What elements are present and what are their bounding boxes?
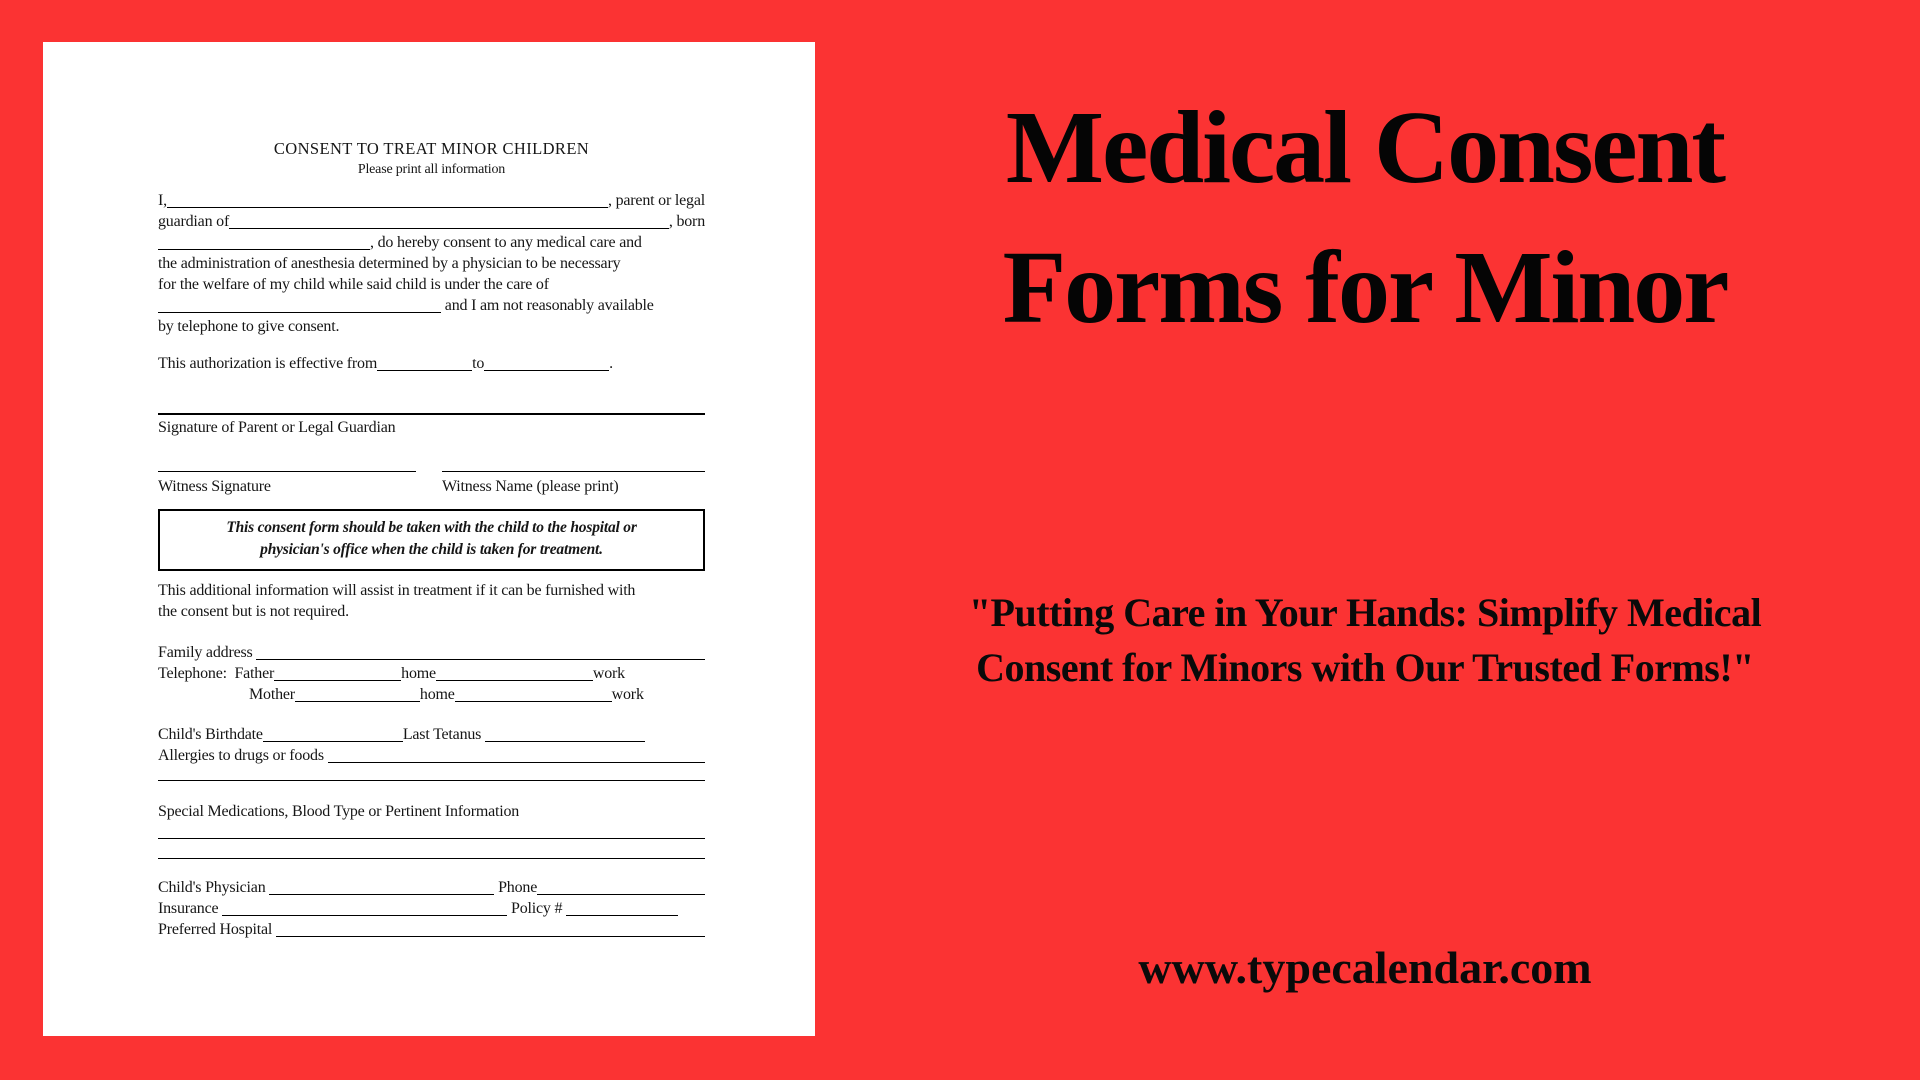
blank-field xyxy=(455,697,612,702)
form-text: Special Medications, Blood Type or Pertinent Information xyxy=(158,803,520,820)
form-text: . xyxy=(609,355,613,372)
blank-field xyxy=(222,911,507,916)
blank-field xyxy=(566,911,678,916)
blank-field xyxy=(158,308,441,313)
flyer-tagline-line2: Consent for Minors with Our Trusted Forms!" xyxy=(976,645,1754,690)
blank-field xyxy=(377,366,472,371)
form-line xyxy=(158,232,705,253)
form-text: home xyxy=(401,665,436,682)
form-text: the administration of anesthesia determined by a physician to be necessary xyxy=(158,255,621,272)
spacer xyxy=(158,705,705,724)
blank-field xyxy=(537,890,705,895)
form-text: This authorization is effective from xyxy=(158,355,378,372)
spacer xyxy=(158,766,705,780)
form-text: Mother xyxy=(249,686,295,703)
flyer-heading-line2: Forms for Minor xyxy=(1002,230,1728,345)
form-line xyxy=(158,801,705,822)
form-line xyxy=(158,274,705,295)
form-text: Phone xyxy=(494,879,538,896)
witness-row xyxy=(158,471,705,497)
flyer-heading-line1: Medical Consent xyxy=(1005,90,1725,205)
spacer xyxy=(158,859,705,877)
form-line xyxy=(158,745,705,766)
form-text: Preferred Hospital xyxy=(158,921,276,938)
form-text: Child's Physician xyxy=(158,879,270,896)
form-line xyxy=(158,353,705,374)
flyer-tagline xyxy=(845,585,1885,695)
form-text: Allergies to drugs or foods xyxy=(158,747,328,764)
spacer xyxy=(158,374,705,413)
blank-field xyxy=(485,737,645,742)
blank-field xyxy=(436,676,593,681)
blank-field xyxy=(328,758,705,763)
witness-field-label: Witness Signature xyxy=(158,471,416,497)
spacer xyxy=(158,571,705,580)
form-text: , born xyxy=(668,213,705,230)
spacer xyxy=(158,622,705,642)
form-text: Policy # xyxy=(507,900,567,917)
form-line xyxy=(158,642,705,663)
form-text: guardian of xyxy=(158,213,230,230)
blank-field xyxy=(295,697,420,702)
blank-field xyxy=(263,737,403,742)
form-text: , parent or legal xyxy=(608,192,705,209)
form-text: the consent but is not required. xyxy=(158,603,349,620)
blank-field xyxy=(256,655,705,660)
form-line xyxy=(158,211,705,232)
form-line xyxy=(158,190,705,211)
spacer xyxy=(158,822,705,838)
form-text: to xyxy=(472,355,485,372)
form-line xyxy=(158,580,705,601)
blank-field xyxy=(484,366,609,371)
website-url: www.typecalendar.com xyxy=(1138,942,1592,993)
notice-box xyxy=(158,509,705,571)
notice-line: This consent form should be taken with the child to the hospital or xyxy=(226,519,637,536)
form-text: This additional information will assist in treatment if it can be furnished with xyxy=(158,582,636,599)
flyer-tagline-line1: "Putting Care in Your Hands: Simplify Medical xyxy=(968,590,1762,635)
form-text: Last Tetanus xyxy=(402,726,486,743)
form-text: home xyxy=(419,686,455,703)
form-text: Insurance xyxy=(158,900,223,917)
form-line xyxy=(158,253,705,274)
form-title: CONSENT TO TREAT MINOR CHILDREN xyxy=(273,139,590,158)
spacer xyxy=(158,438,705,471)
blank-field xyxy=(229,224,669,229)
spacer xyxy=(158,839,705,858)
flyer-heading xyxy=(820,78,1910,358)
blank-field xyxy=(167,203,608,208)
notice-line: physician's office when the child is taken for treatment. xyxy=(260,541,603,558)
form-line xyxy=(158,316,705,337)
form-text: Child's Birthdate xyxy=(158,726,263,743)
form-text: work xyxy=(611,686,644,703)
form-text: Family address xyxy=(158,644,257,661)
consent-form-page xyxy=(43,42,815,1036)
form-line xyxy=(158,684,705,705)
form-text: I, xyxy=(158,192,167,209)
blank-field xyxy=(269,890,494,895)
form-text: work xyxy=(592,665,625,682)
form-text: Telephone: Father xyxy=(158,665,275,682)
form-text: , do hereby consent to any medical care and xyxy=(370,234,642,251)
signature-line-label: Signature of Parent or Legal Guardian xyxy=(158,413,705,438)
witness-field-label: Witness Name (please print) xyxy=(442,471,705,497)
form-line xyxy=(158,724,705,745)
spacer xyxy=(158,781,705,801)
blank-field xyxy=(276,932,705,937)
blank-field xyxy=(274,676,401,681)
form-line xyxy=(158,877,705,898)
form-line xyxy=(158,295,705,316)
form-text: and I am not reasonably available xyxy=(441,297,654,314)
form-line xyxy=(158,898,705,919)
form-body xyxy=(158,138,705,940)
blank-field xyxy=(158,245,370,250)
form-subtitle: Please print all information xyxy=(357,162,506,177)
form-text: by telephone to give consent. xyxy=(158,318,340,335)
spacer xyxy=(158,497,705,509)
form-line xyxy=(158,601,705,622)
form-text: for the welfare of my child while said child is under the care of xyxy=(158,276,549,293)
form-line xyxy=(158,919,705,940)
spacer xyxy=(158,179,705,190)
spacer xyxy=(158,337,705,353)
form-line xyxy=(158,663,705,684)
